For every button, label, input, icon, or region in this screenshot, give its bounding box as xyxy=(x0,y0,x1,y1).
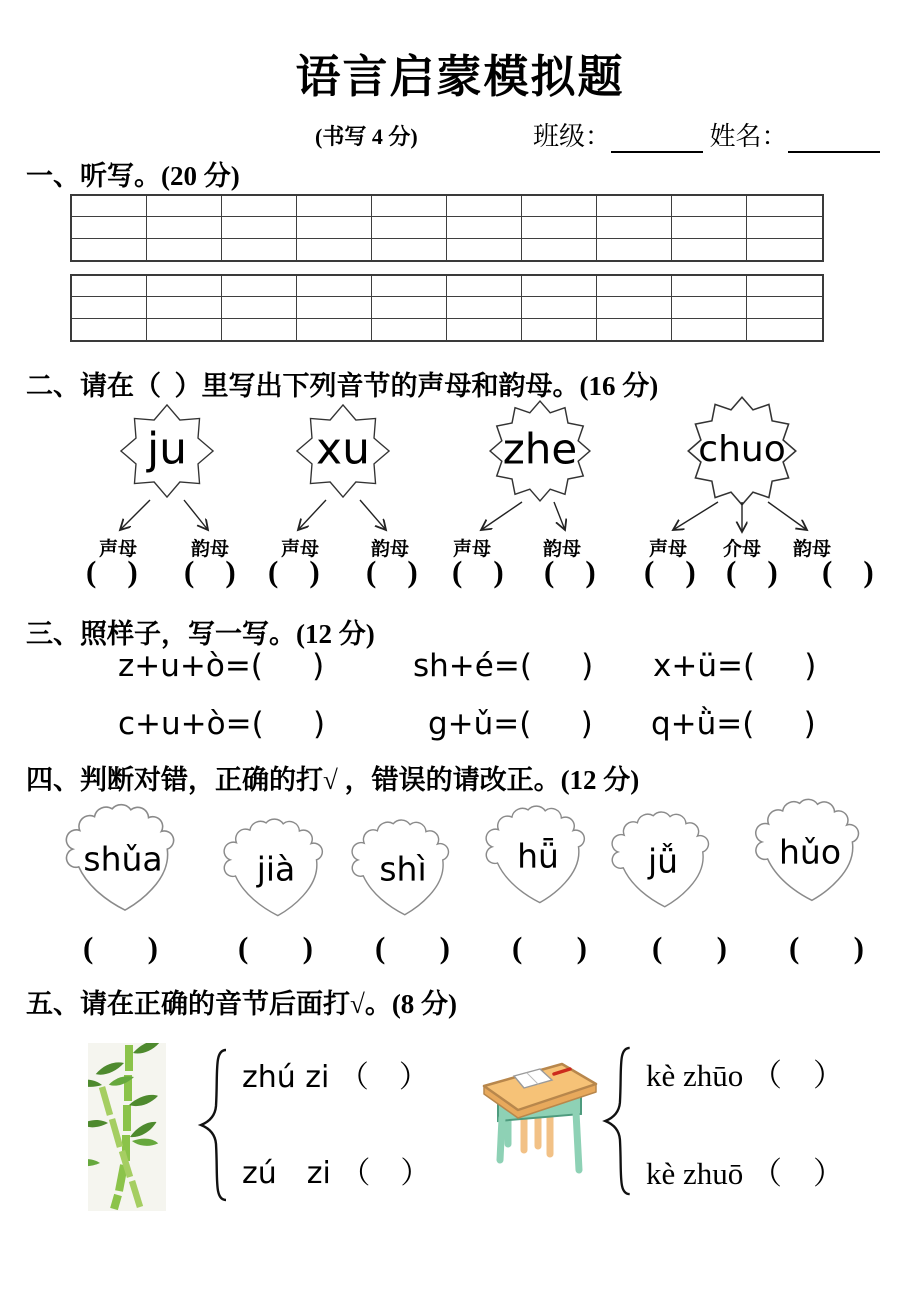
dictation-cell xyxy=(597,276,672,297)
spelling-item: g+ǔ=( ) xyxy=(428,706,593,742)
bamboo-art xyxy=(88,1043,166,1211)
dictation-cell xyxy=(297,276,372,297)
shell-shi xyxy=(350,812,456,922)
desk-option-2: kè zhuō （ ） xyxy=(646,1156,845,1191)
desk-illustration xyxy=(478,1058,602,1178)
spelling-item: z+u+ò=( ) xyxy=(118,648,325,684)
dictation-cell xyxy=(597,319,672,340)
judge-parens: ( ) xyxy=(652,930,727,965)
dictation-cell xyxy=(447,196,522,217)
name-label: 姓名： xyxy=(709,122,788,151)
part-label: 声母 xyxy=(98,539,138,560)
dictation-cell xyxy=(522,276,597,297)
dictation-cell xyxy=(522,297,597,318)
dictation-cell xyxy=(597,217,672,238)
dictation-cell xyxy=(372,276,447,297)
shell-jia xyxy=(222,812,330,922)
dictation-cell xyxy=(522,239,597,260)
part-label: 声母 xyxy=(648,539,688,560)
dictation-cell xyxy=(297,239,372,260)
section1-heading: 一、听写。(20 分) xyxy=(26,161,240,191)
dictation-cell xyxy=(72,297,147,318)
dictation-cell xyxy=(222,297,297,318)
dictation-cell xyxy=(147,319,222,340)
writing-score-note: (书写 4 分) xyxy=(315,124,418,149)
dictation-cell xyxy=(147,239,222,260)
shell-ju xyxy=(610,806,716,912)
part-label: 声母 xyxy=(452,539,492,560)
dictation-cell xyxy=(597,297,672,318)
dictation-cell xyxy=(72,217,147,238)
shell-syllable: shì xyxy=(379,849,427,889)
dictation-cell xyxy=(597,196,672,217)
dictation-cell xyxy=(297,297,372,318)
section4-heading: 四、判断对错，正确的打√ ，错误的请改正。(12 分) xyxy=(26,765,640,795)
answer-parens: ( ) xyxy=(86,554,138,589)
syllable-text: xu xyxy=(316,423,370,475)
dictation-cell xyxy=(222,276,297,297)
dictation-cell xyxy=(747,297,822,318)
dictation-cell xyxy=(747,239,822,260)
shell-huo xyxy=(752,793,868,906)
dictation-cell xyxy=(72,196,147,217)
shell-syllable: hǖ xyxy=(517,836,559,876)
syllable-star-chuo xyxy=(686,395,798,507)
answer-parens: ( ) xyxy=(452,554,504,589)
dictation-cell xyxy=(297,196,372,217)
answer-parens: ( ) xyxy=(726,554,778,589)
shell-syllable: jià xyxy=(256,849,296,889)
answer-parens: ( ) xyxy=(544,554,596,589)
shell-shua xyxy=(64,798,182,916)
dictation-cell xyxy=(522,319,597,340)
dictation-cell xyxy=(747,319,822,340)
dictation-cell xyxy=(672,297,747,318)
syllable-text: ju xyxy=(146,423,188,475)
bamboo-option-1: zhú zi （ ） xyxy=(242,1060,429,1095)
dictation-cell xyxy=(372,239,447,260)
dictation-cell xyxy=(672,276,747,297)
judge-parens: ( ) xyxy=(512,930,587,965)
syllable-star-ju xyxy=(119,403,215,499)
spelling-item: c+u+ò=( ) xyxy=(118,706,326,742)
desk-option-1: kè zhūo （ ） xyxy=(646,1058,845,1093)
dictation-cell xyxy=(372,297,447,318)
dictation-cell xyxy=(72,276,147,297)
dictation-cell xyxy=(222,196,297,217)
spelling-item: q+ǜ=( ) xyxy=(651,706,816,742)
syllable-text: chuo xyxy=(698,428,786,470)
section2-heading: 二、请在（ ）里写出下列音节的声母和韵母。(16 分) xyxy=(26,371,659,401)
answer-parens: ( ) xyxy=(268,554,320,589)
dictation-cell xyxy=(522,217,597,238)
judge-parens: ( ) xyxy=(238,930,313,965)
dictation-cell xyxy=(447,276,522,297)
dictation-table-1 xyxy=(70,194,824,262)
spelling-item: sh+é=( ) xyxy=(413,648,594,684)
dictation-cell xyxy=(672,239,747,260)
right-group-brace-icon xyxy=(600,1044,634,1198)
part-label: 韵母 xyxy=(792,539,832,560)
section3-heading: 三、照样子，写一写。(12 分) xyxy=(26,619,375,649)
part-label: 韵母 xyxy=(190,539,230,560)
dictation-cell xyxy=(372,196,447,217)
judge-parens: ( ) xyxy=(375,930,450,965)
shell-syllable: shǔa xyxy=(83,839,163,879)
name-blank xyxy=(788,123,880,153)
dictation-cell xyxy=(597,239,672,260)
dictation-cell xyxy=(672,319,747,340)
dictation-cell xyxy=(147,276,222,297)
dictation-cell xyxy=(672,196,747,217)
dictation-cell xyxy=(222,319,297,340)
bamboo-illustration xyxy=(88,1043,166,1211)
dictation-cell xyxy=(222,217,297,238)
answer-parens: ( ) xyxy=(822,554,874,589)
page-title: 语言启蒙模拟题 xyxy=(295,51,625,102)
dictation-cell xyxy=(372,319,447,340)
judge-parens: ( ) xyxy=(83,930,158,965)
dictation-cell xyxy=(447,319,522,340)
part-label: 韵母 xyxy=(370,539,410,560)
left-brace-icon xyxy=(196,1046,230,1204)
dictation-cell xyxy=(372,217,447,238)
judge-parens: ( ) xyxy=(789,930,864,965)
dictation-cell xyxy=(522,196,597,217)
dictation-cell xyxy=(447,297,522,318)
dictation-cell xyxy=(447,239,522,260)
dictation-cell xyxy=(147,297,222,318)
class-blank xyxy=(611,123,703,153)
syllable-star-xu xyxy=(295,403,391,499)
arrows-layer xyxy=(0,492,920,538)
class-label: 班级： xyxy=(533,122,612,151)
shell-syllable: hǔo xyxy=(778,832,842,872)
dictation-cell xyxy=(672,217,747,238)
dictation-cell xyxy=(147,196,222,217)
dictation-table-2 xyxy=(70,274,824,342)
answer-parens: ( ) xyxy=(366,554,418,589)
dictation-cell xyxy=(297,217,372,238)
dictation-cell xyxy=(222,239,297,260)
part-label: 声母 xyxy=(280,539,320,560)
syllable-text: zhe xyxy=(502,424,578,474)
student-info-row xyxy=(533,116,880,153)
part-label: 韵母 xyxy=(542,539,582,560)
shell-syllable: jǚ xyxy=(647,841,679,881)
dictation-cell xyxy=(72,239,147,260)
section5-heading: 五、请在正确的音节后面打√。(8 分) xyxy=(26,989,458,1019)
dictation-cell xyxy=(747,276,822,297)
syllable-star-zhe xyxy=(488,399,592,503)
shell-hu xyxy=(484,800,592,908)
dictation-cell xyxy=(747,217,822,238)
dictation-cell xyxy=(147,217,222,238)
spelling-item: x+ü=( ) xyxy=(653,648,817,684)
part-label: 介母 xyxy=(722,539,762,560)
dictation-cell xyxy=(297,319,372,340)
answer-parens: ( ) xyxy=(644,554,696,589)
dictation-cell xyxy=(72,319,147,340)
dictation-cell xyxy=(747,196,822,217)
answer-parens: ( ) xyxy=(184,554,236,589)
dictation-cell xyxy=(447,217,522,238)
bamboo-option-2: zú zi （ ） xyxy=(242,1156,431,1191)
